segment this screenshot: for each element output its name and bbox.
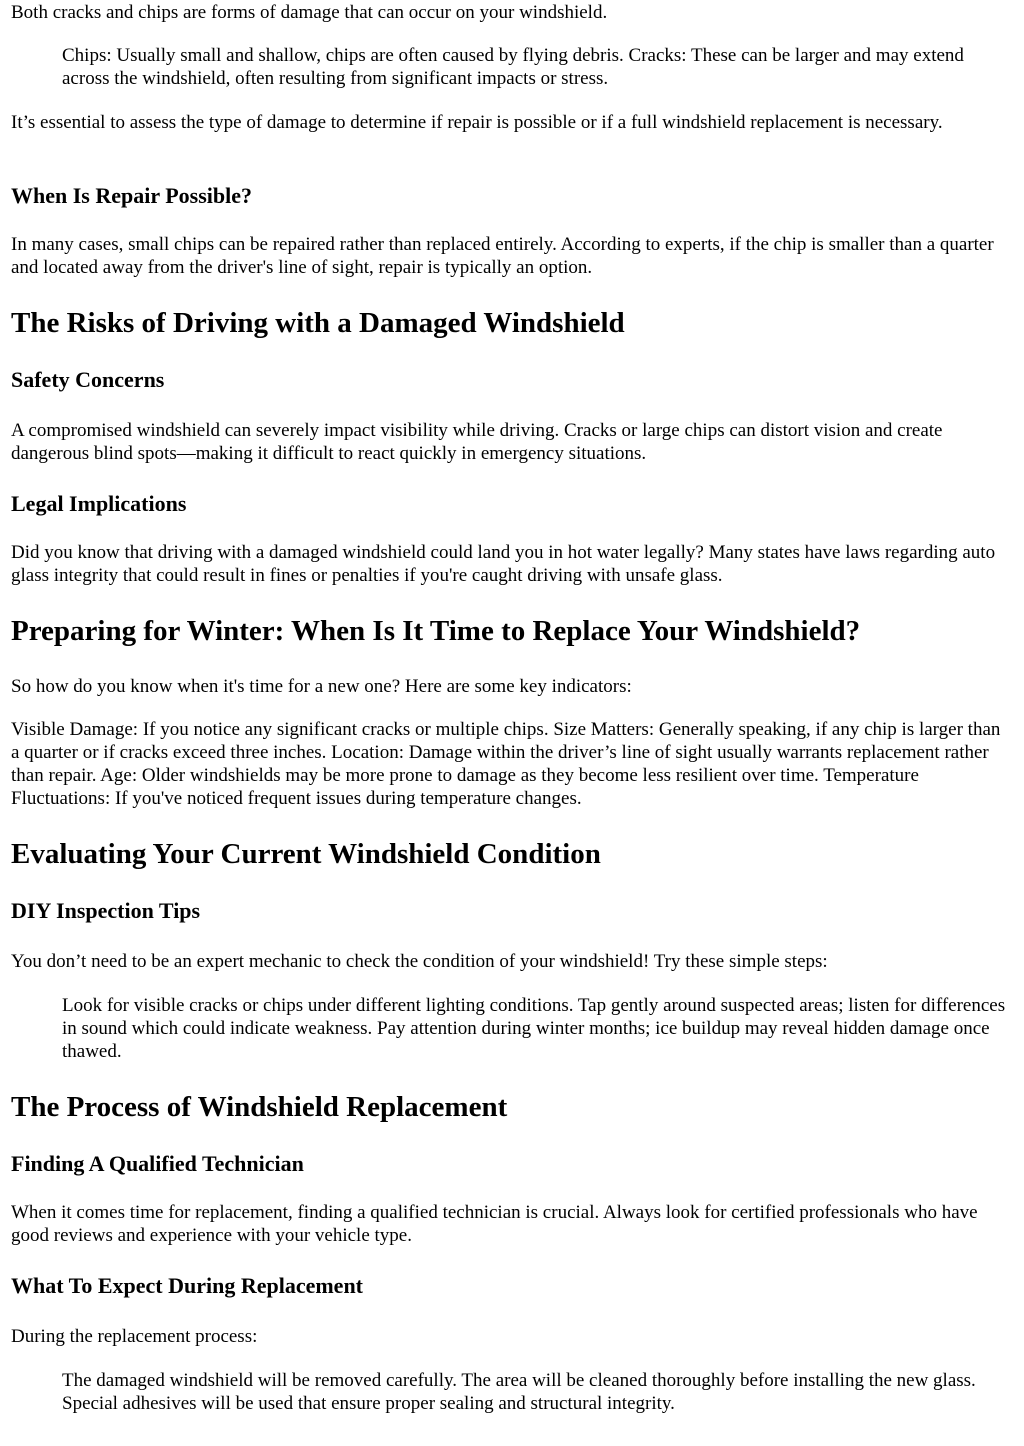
expect-paragraph: During the replacement process: [11, 1326, 258, 1347]
assess-paragraph: It’s essential to assess the type of damage to determine if repair is possible or if a full windshield replacement is necessary. [11, 112, 943, 133]
legal-heading: Legal Implications [11, 491, 187, 516]
winter-heading: Preparing for Winter: When Is It Time to Replace Your Windshield? [11, 615, 861, 647]
repair-heading: When Is Repair Possible? [11, 183, 253, 208]
expect-blockquote: The damaged windshield will be removed carefully. The area will be cleaned thoroughly before installing the new glass. Special adhesives will be used that ensure proper sealing and structural integrity. [62, 1370, 976, 1414]
diy-paragraph: You don’t need to be an expert mechanic to check the condition of your windshield! Try these simple steps: [11, 951, 828, 972]
expect-heading: What To Expect During Replacement [11, 1273, 363, 1298]
safety-paragraph: A compromised windshield can severely impact visibility while driving. Cracks or large chips can distort vision and create dangerous blind spots—making it difficult to react quickly in emergency situations. [11, 420, 943, 464]
indicators-paragraph: Visible Damage: If you notice any significant cracks or multiple chips. Size Matters: Generally speaking, if any chip is larger than a quarter or if cracks exceed three inches. Location: Damage within the driver’s line of sight usually warrants replacement rather than repair. Age: Older windshields may be more prone to damage as they become less resilient over time. Temperature Fluctuations: If you've noticed frequent issues during temperature changes. [11, 719, 1001, 809]
diy-blockquote: Look for visible cracks or chips under different lighting conditions. Tap gently around suspected areas; listen for differences in sound which could indicate weakness. Pay attention during winter months; ice buildup may reveal hidden damage once thawed. [62, 995, 1006, 1062]
safety-heading: Safety Concerns [11, 367, 165, 392]
intro-paragraph: Both cracks and chips are forms of damage that can occur on your windshield. [11, 2, 608, 23]
winter-intro-paragraph: So how do you know when it's time for a new one? Here are some key indicators: [11, 676, 632, 697]
repair-paragraph: In many cases, small chips can be repaired rather than replaced entirely. According to experts, if the chip is smaller than a quarter and located away from the driver's line of sight, repair is typically an option. [11, 234, 994, 278]
diy-heading: DIY Inspection Tips [11, 898, 201, 923]
process-heading: The Process of Windshield Replacement [11, 1091, 508, 1123]
risks-heading: The Risks of Driving with a Damaged Windshield [11, 307, 625, 339]
technician-heading: Finding A Qualified Technician [11, 1151, 304, 1176]
chips-cracks-blockquote: Chips: Usually small and shallow, chips are often caused by flying debris. Cracks: These can be larger and may extend across the windshield, often resulting from significant impacts or stress. [62, 45, 964, 89]
evaluating-heading: Evaluating Your Current Windshield Condition [11, 838, 601, 870]
technician-paragraph: When it comes time for replacement, finding a qualified technician is crucial. Always look for certified professionals who have good reviews and experience with your vehicle type. [11, 1202, 978, 1246]
legal-paragraph: Did you know that driving with a damaged windshield could land you in hot water legally? Many states have laws regarding auto glass integrity that could result in fines or penalties if you're caught driving with unsafe glass. [11, 542, 996, 586]
